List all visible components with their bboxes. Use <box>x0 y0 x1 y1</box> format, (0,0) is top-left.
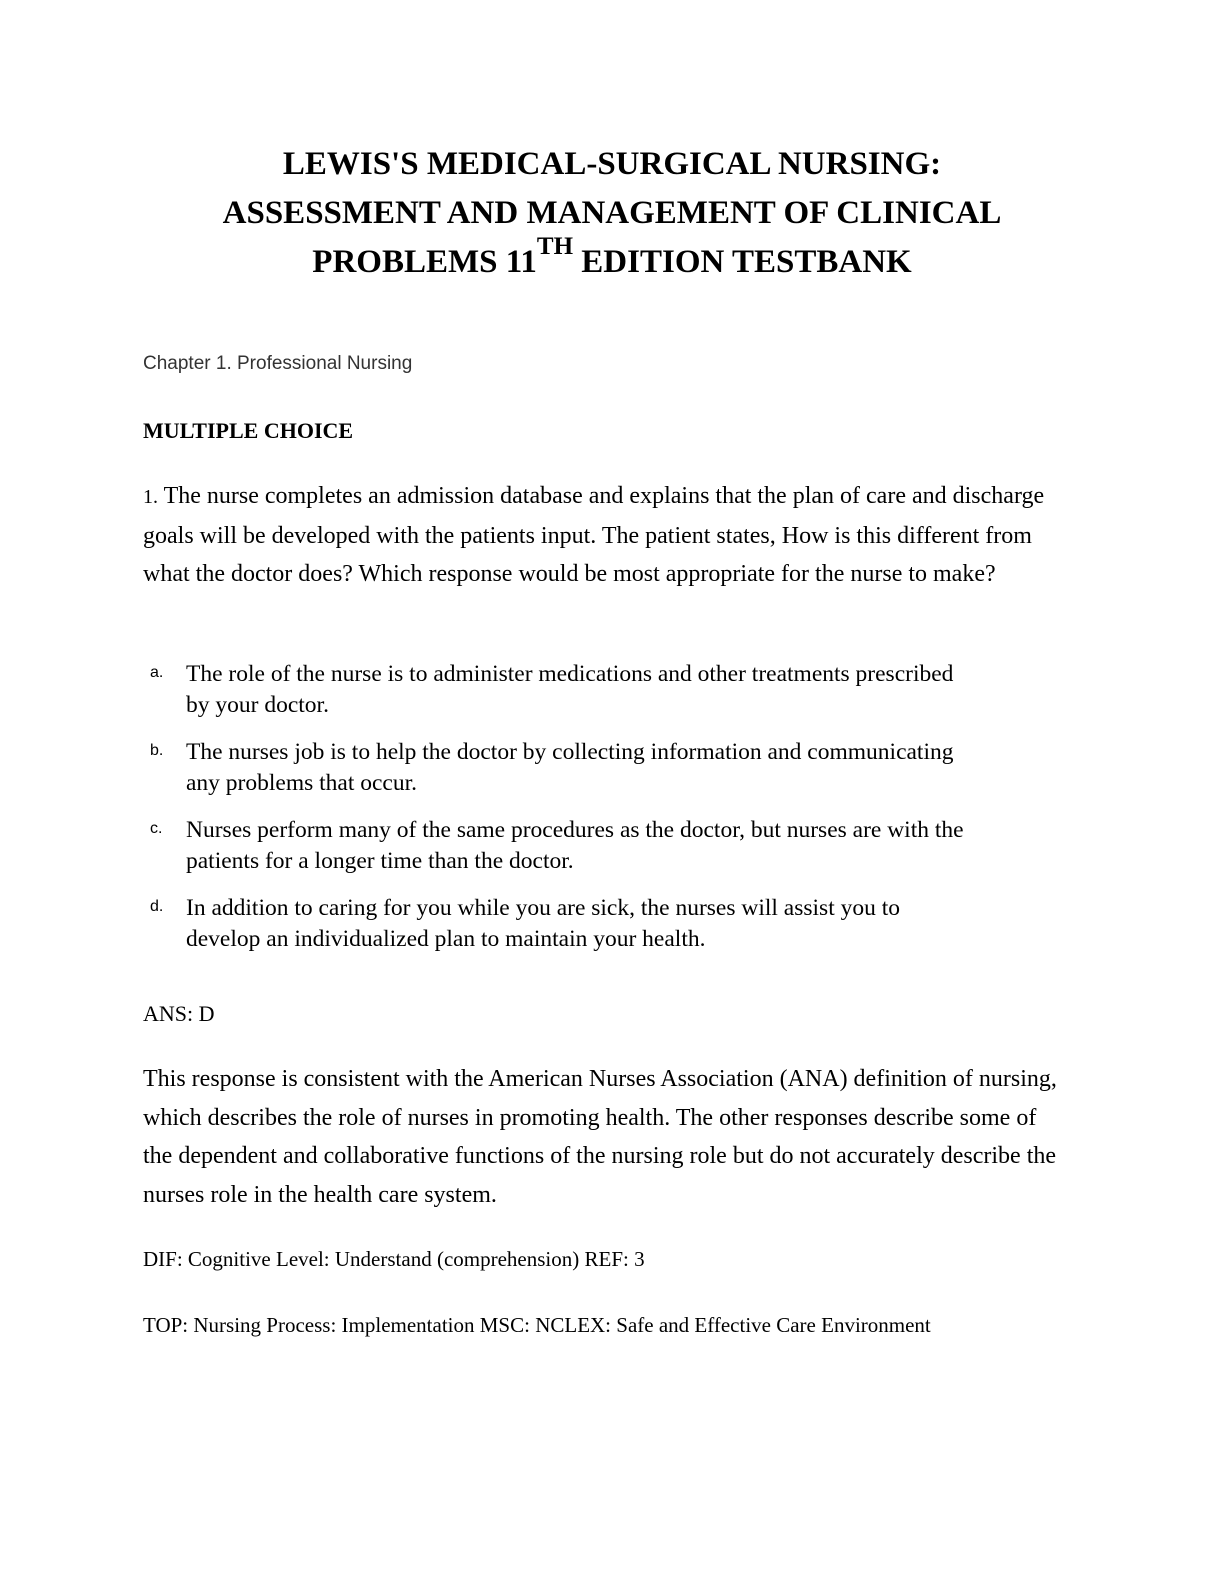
section-heading: MULTIPLE CHOICE <box>143 418 354 443</box>
title-line-3-start: PROBLEMS 11 <box>312 244 537 280</box>
topic-line: TOP: Nursing Process: Implementation MSC: NCLEX: Safe and Effective Care Environment <box>143 1313 931 1337</box>
option-a <box>150 659 970 721</box>
option-text: The role of the nurse is to administer medications and other treatments prescribed by your doctor. <box>186 661 954 718</box>
option-text: In addition to caring for you while you are sick, the nurses will assist you to develop an individualized plan to maintain your health. <box>186 895 901 952</box>
title-line-3 <box>0 233 1224 287</box>
option-letter: a. <box>150 664 164 681</box>
question-stem <box>143 477 1073 594</box>
chapter-heading: Chapter 1. Professional Nursing <box>143 353 413 374</box>
rationale-paragraph: This response is consistent with the American Nurses Association (ANA) definition of nursing, which describes the role of nurses in promoting health. The other responses describe some of the dependent and collaborative functions of the nursing role but do not accurately describe the nurses role in the health care system. <box>143 1066 1057 1208</box>
answer-key: ANS: D <box>143 1001 215 1026</box>
question-text: The nurse completes an admission database and explains that the plan of care and discharge goals will be developed with the patients input. The patient states, How is this different from what the doctor does? Which response would be most appropriate for the nurse to make? <box>143 483 1045 587</box>
option-c <box>150 815 970 877</box>
option-b <box>150 737 970 799</box>
answer-options <box>150 659 970 971</box>
difficulty-reference-line: DIF: Cognitive Level: Understand (comprehension) REF: 3 <box>143 1247 645 1271</box>
option-text: The nurses job is to help the doctor by collecting information and communicating any problems that occur. <box>186 739 954 796</box>
option-letter: d. <box>150 898 164 915</box>
option-text: Nurses perform many of the same procedures as the doctor, but nurses are with the patients for a longer time than the doctor. <box>186 817 964 874</box>
option-d <box>150 893 970 955</box>
title-superscript: TH <box>536 233 574 260</box>
option-letter: c. <box>150 820 163 837</box>
title-line-3-end: EDITION TESTBANK <box>573 244 912 280</box>
question-number: 1. <box>143 486 158 508</box>
document-title <box>0 140 1224 287</box>
title-line-1: LEWIS'S MEDICAL-SURGICAL NURSING: <box>282 146 942 182</box>
title-line-2: ASSESSMENT AND MANAGEMENT OF CLINICAL <box>222 195 1002 231</box>
option-letter: b. <box>150 742 164 759</box>
